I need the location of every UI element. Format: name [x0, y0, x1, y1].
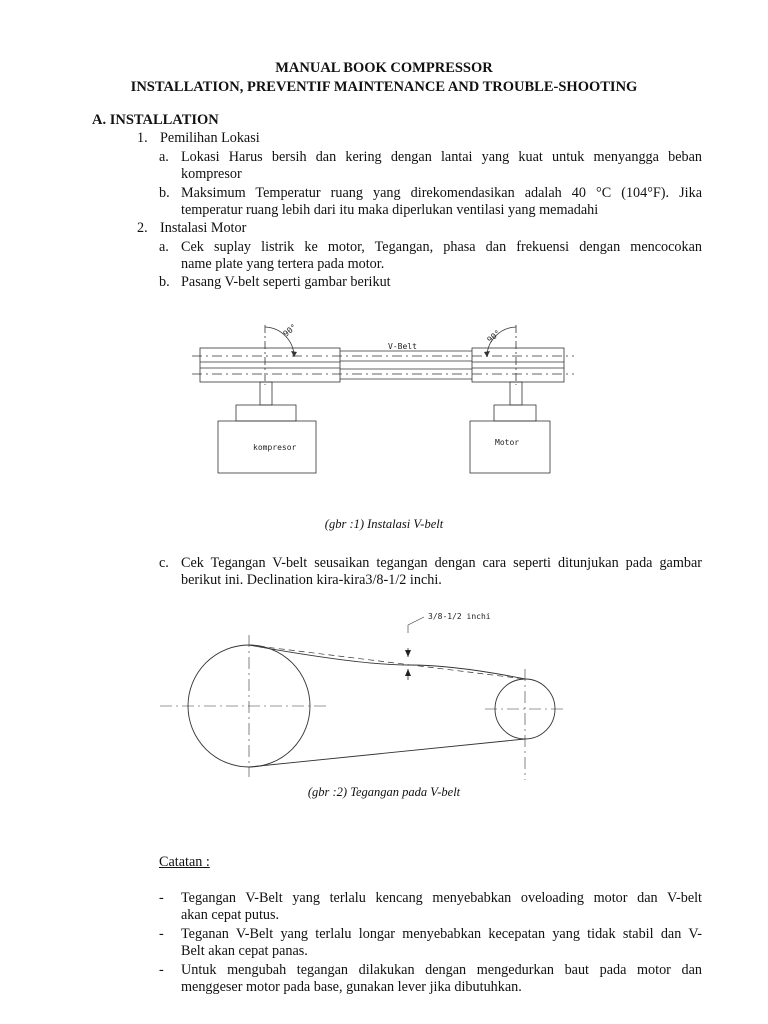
angle-label-right: 90° — [485, 328, 503, 345]
paragraph-line: temperatur ruang lebih dari itu maka diperlukan ventilasi yang memadahi — [181, 202, 599, 218]
paragraph-line: Cek suplay listrik ke motor, Tegangan, phasa dan frekuensi dengan mencocokan — [181, 239, 702, 255]
note-line: Untuk mengubah tegangan dilakukan dengan mengedurkan baut pada motor dan — [181, 962, 702, 978]
motor-base — [494, 405, 536, 421]
subitem-marker: b. — [159, 274, 170, 290]
compressor-label: kompresor — [253, 443, 297, 452]
note-line: akan cepat putus. — [181, 907, 280, 923]
motor-body — [470, 421, 550, 473]
note-line: menggeser motor pada base, gunakan lever jika dibutuhkan. — [181, 979, 522, 995]
notes-heading: Catatan : — [159, 854, 210, 870]
angle-label-left: 90° — [281, 322, 299, 339]
subitem-marker: b. — [159, 185, 170, 201]
compressor-shaft — [260, 382, 272, 405]
note-line: Belt akan cepat panas. — [181, 943, 308, 959]
subitem-marker: a. — [159, 239, 169, 255]
figure-vbelt-tension — [160, 605, 570, 785]
item-title-lokasi: Pemilihan Lokasi — [160, 130, 260, 146]
paragraph-line: Pasang V-belt seperti gambar berikut — [181, 274, 391, 290]
motor-label: Motor — [495, 438, 520, 447]
subitem-marker: c. — [159, 555, 169, 571]
paragraph-line: Lokasi Harus bersih dan kering dengan lantai yang kuat untuk menyangga beban — [181, 149, 702, 165]
figure2-caption: (gbr :2) Tegangan pada V-belt — [307, 785, 461, 799]
item-title-motor: Instalasi Motor — [160, 220, 247, 236]
document-subtitle: INSTALLATION, PREVENTIF MAINTENANCE AND TROUBLE-SHOOTING — [130, 79, 638, 95]
bullet-marker: - — [159, 890, 164, 906]
vbelt-label: V-Belt — [388, 342, 417, 351]
note-line: Teganan V-Belt yang terlalu longar menyebabkan kecepatan yang tidak stabil dan V- — [181, 926, 702, 942]
bullet-marker: - — [159, 926, 164, 942]
motor-shaft — [510, 382, 522, 405]
note-line: Tegangan V-Belt yang terlalu kencang menyebabkan oveloading motor dan V-belt — [181, 890, 702, 906]
paragraph-line: Maksimum Temperatur ruang yang direkomendasikan adalah 40 °C (104°F). Jika — [181, 185, 702, 201]
paragraph-line: berikut ini. Declination kira-kira3/8-1/2 inchi. — [181, 572, 442, 588]
belt-bottom — [249, 739, 525, 767]
bullet-marker: - — [159, 962, 164, 978]
item-number: 2. — [137, 220, 148, 236]
subitem-marker: a. — [159, 149, 169, 165]
item-number: 1. — [137, 130, 148, 146]
paragraph-line: kompresor — [181, 166, 242, 182]
tension-dimension-label: 3/8-1/2 inchi — [428, 612, 491, 621]
figure-vbelt-installation — [190, 315, 580, 485]
paragraph-line: name plate yang tertera pada motor. — [181, 256, 385, 272]
document-title: MANUAL BOOK COMPRESSOR — [275, 60, 493, 76]
compressor-pulley — [200, 348, 340, 382]
section-heading-installation: A. INSTALLATION — [92, 112, 219, 128]
paragraph-line: Cek Tegangan V-belt seusaikan tegangan dengan cara seperti ditunjukan pada gambar — [181, 555, 702, 571]
compressor-base — [236, 405, 296, 421]
figure1-caption: (gbr :1) Instalasi V-belt — [324, 517, 444, 531]
